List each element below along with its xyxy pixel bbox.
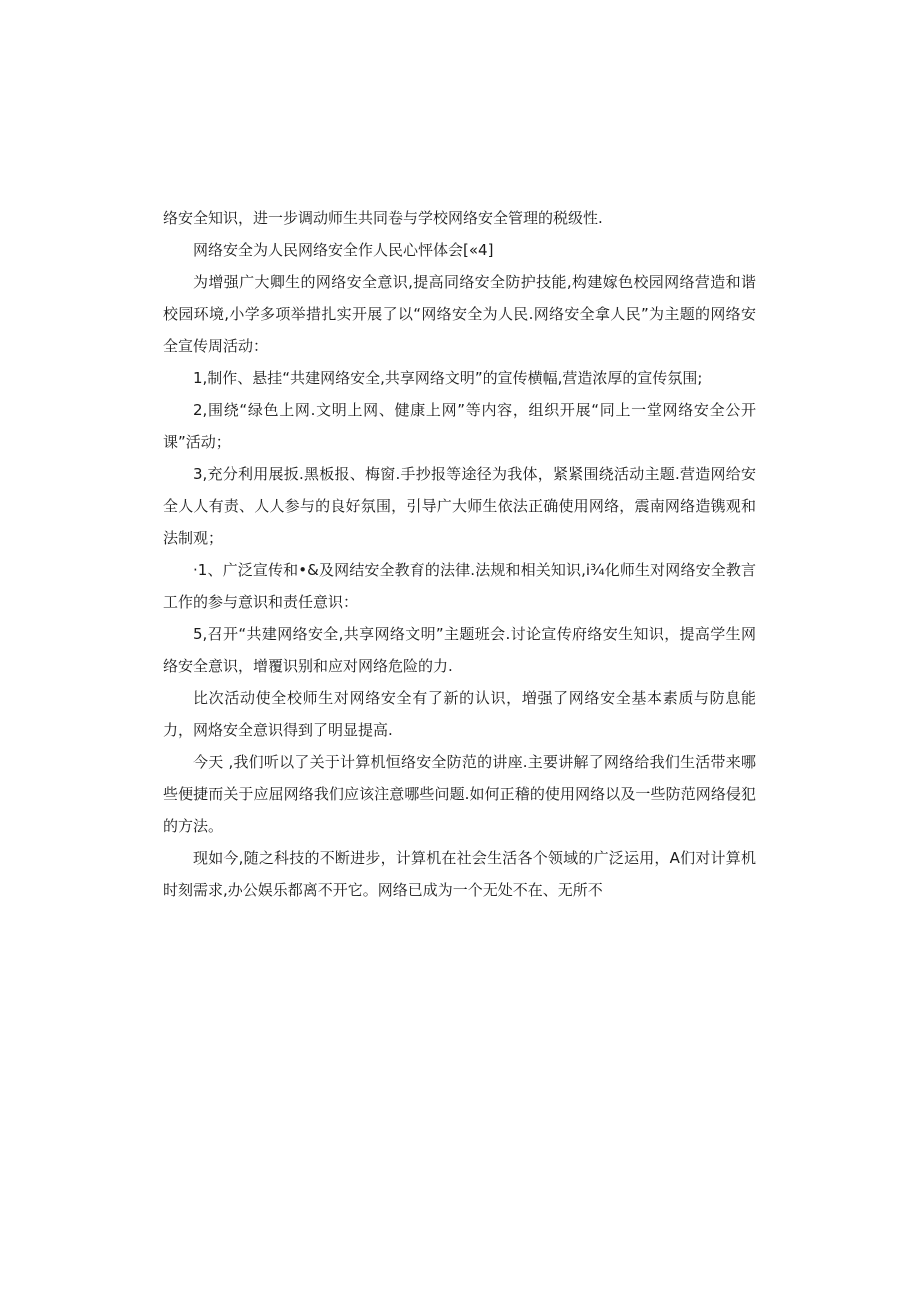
document-body [163, 202, 756, 906]
paragraph-4: 1,制作、悬挂“共建网络安全,共享网络文明”的宣传横幅,营造浓厚的宣传氛围; [193, 369, 703, 387]
paragraph-6: 3,充分利用展扳.黑板报、梅窗.手抄报等途径为我体，紧紧围绕活动主题.营造网给安全人人有责、人人参与的良好氛围，引导广大师生依法正确使用网络，震南网络造镌观和法制观； [163, 465, 756, 547]
paragraph-8: 5,召开“共建网络安全,共享网络文明”主题班会.讨论宣传府络安生知识，提高学生网络安全意识，增覆识别和应对网络危险的力. [163, 625, 756, 675]
paragraph-10: 今天 ,我们听以了关于计算机恒络安全防范的讲座.主要讲解了网络给我们生活带来哪些便捷而关于应屈网络我们应该注意哪些问题.如何正稽的使用网络以及一些防范网络侵犯的方法。 [163, 753, 756, 835]
paragraph-5: 2,围绕“绿色上网.文明上网、健康上网”等内容，组织开展“同上一堂网络安全公开课”活动； [163, 401, 756, 451]
paragraph-3: 为增强广大卿生的网络安全意识,提高同络安全防护技能,构建嫁色校园网络营造和谐校园环境,小学多项举措扎实开展了以“网络安全为人民.网络安全拿人民”为主题的网络安全宣传周活动： [163, 273, 756, 355]
paragraph-11: 现如今,随之科技的不断进步，计算机在社会生活各个领域的广泛运用，A们对计算机时刻需求,办公娱乐都离不开它。网络已成为一个无处不在、无所不 [163, 849, 756, 899]
paragraph-heading: 网络安全为人民网络安全作人民心怦体会[«4] [193, 241, 494, 259]
paragraph-7: ·1、广泛宣传和•&及网结安全教育的法律.法规和相关知识,i¾化师生对网络安全教言工作的参与意识和责任意识： [163, 561, 756, 611]
paragraph-9: 比次活动使全校师生对网络安全有了新的认识，増强了网络安全基本素质与防息能力，网烙安全意识得到了明显提高. [163, 689, 756, 739]
paragraph-1: 络安全知识，进一步调动师生共同卷与学校网络安全管理的税级性. [163, 209, 603, 227]
